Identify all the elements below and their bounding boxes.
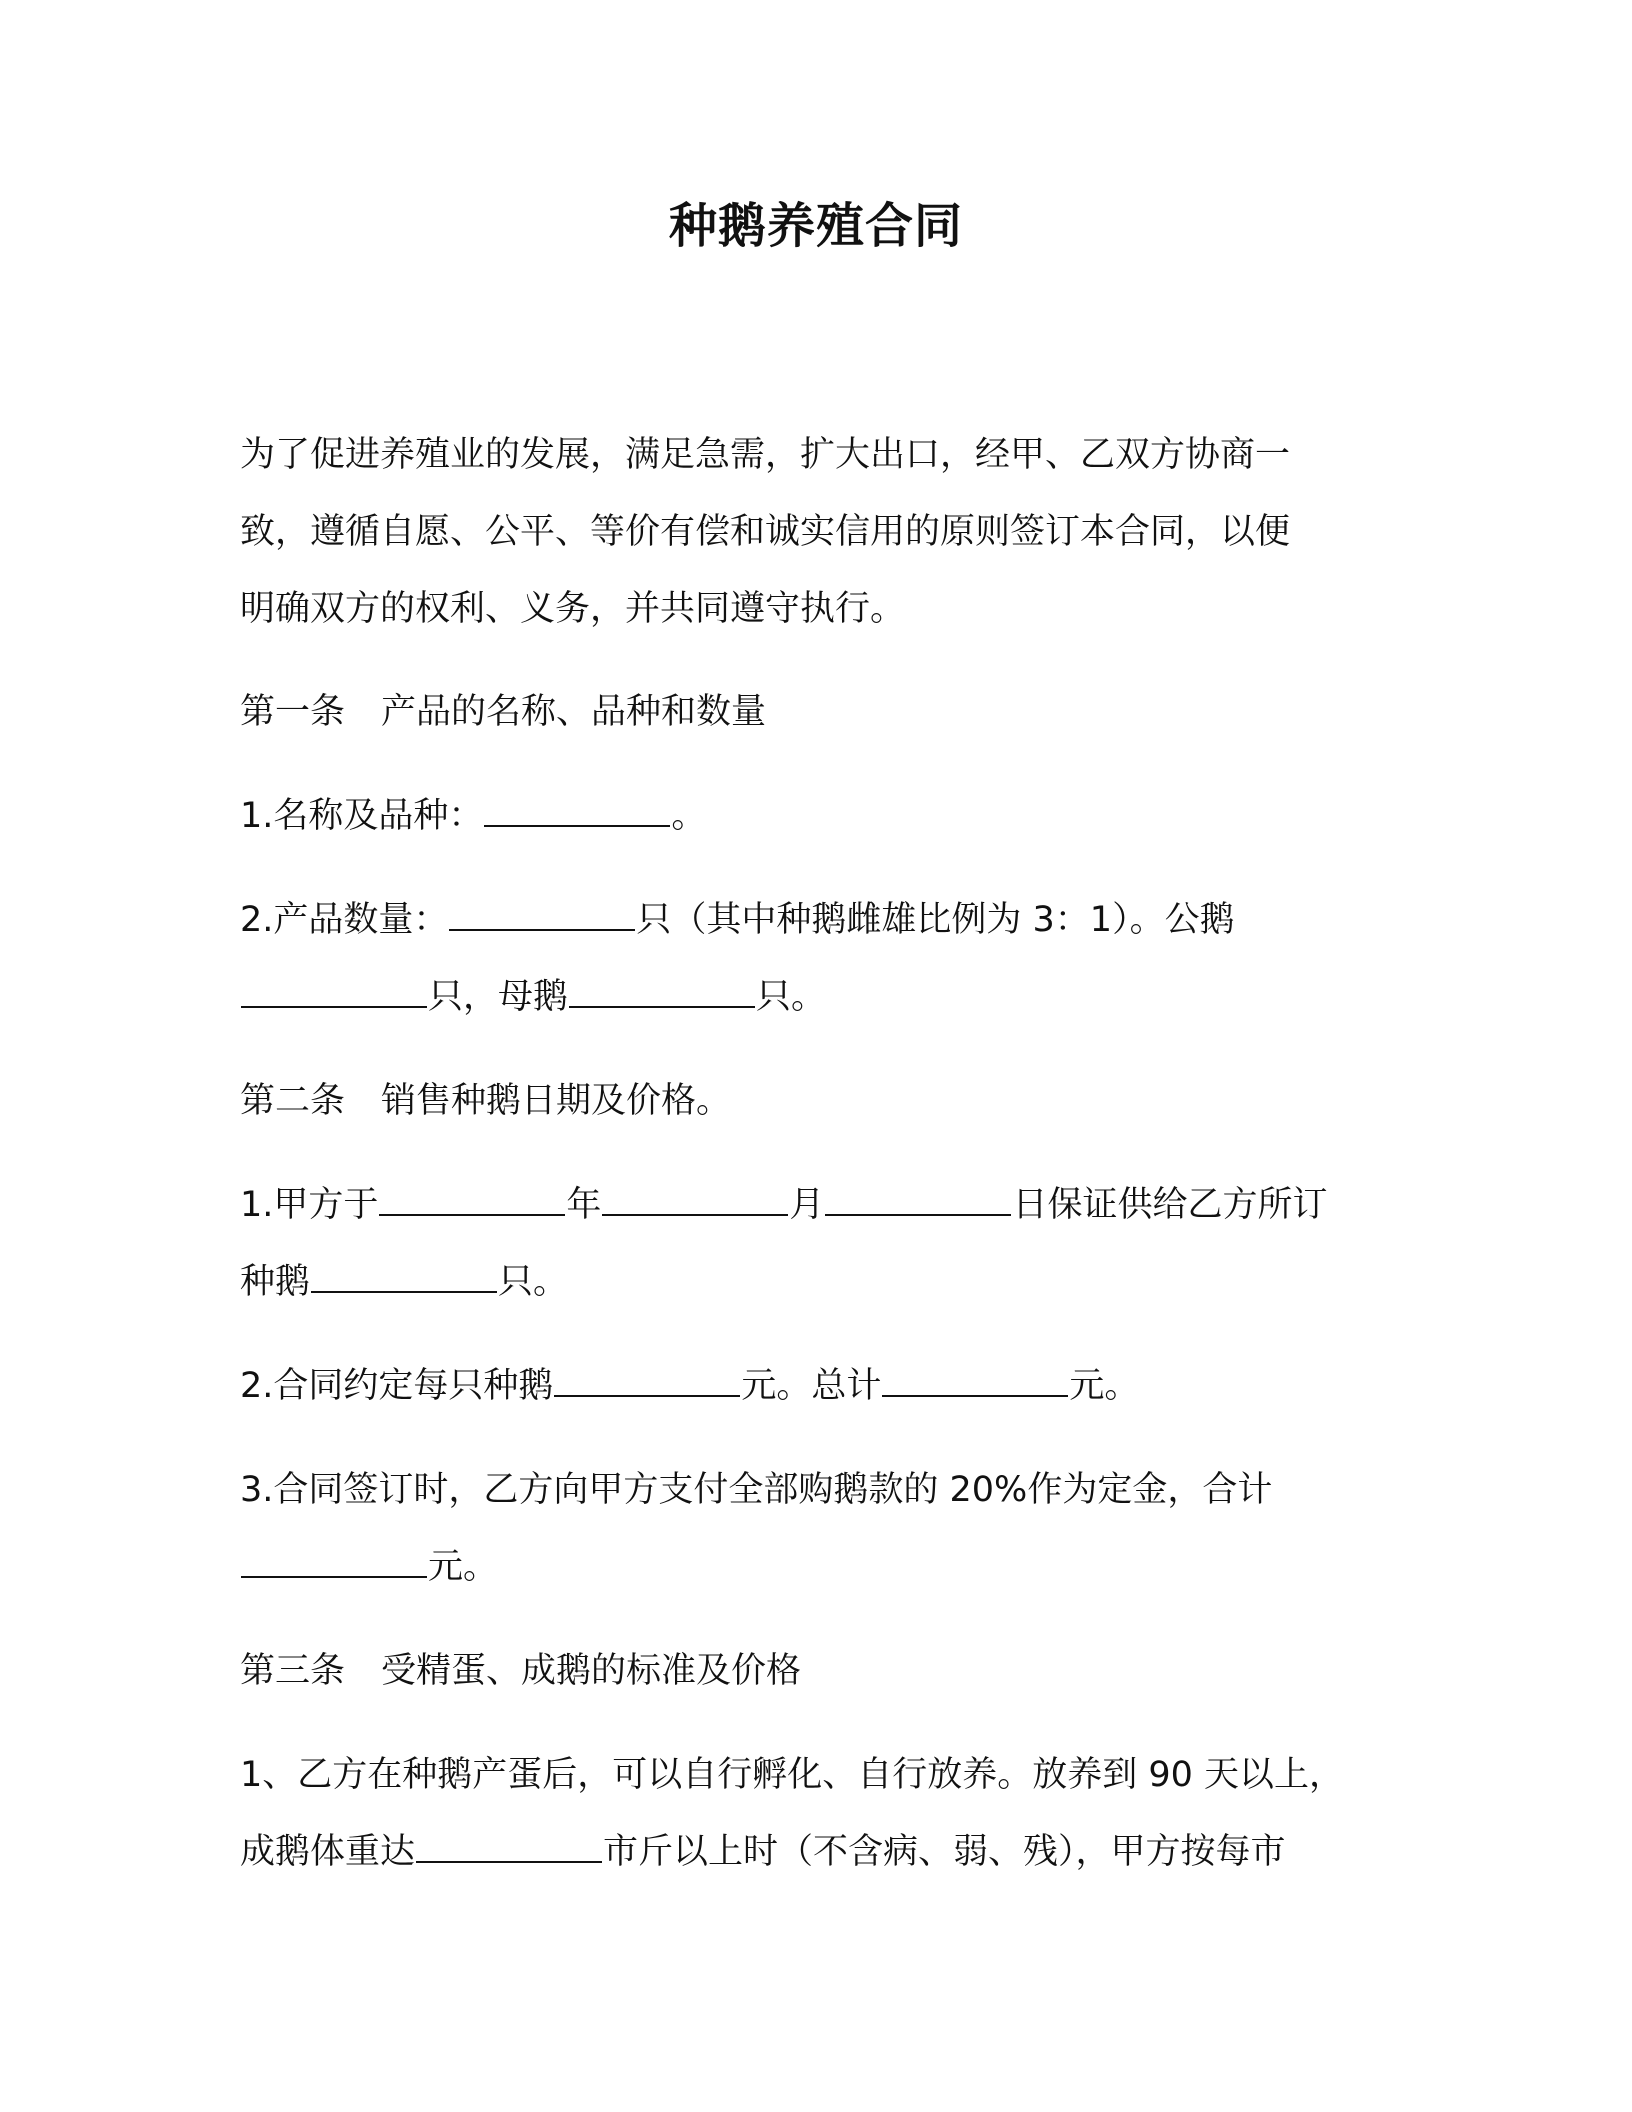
month-label: 月 (789, 1185, 825, 1225)
document-body (240, 417, 1400, 1891)
article-2-item-3-line-2 (240, 1529, 1400, 1606)
article-1-item-2-text: 只（其中种鹅雌雄比例为 3：1）。公鹅 (636, 900, 1235, 940)
male-goose-blank[interactable] (241, 986, 427, 1008)
female-goose-blank[interactable] (569, 986, 755, 1008)
article-3-title: 受精蛋、成鹅的标准及价格 (381, 1651, 802, 1691)
article-1-item-1-end: 。 (671, 796, 707, 836)
supply-month-blank[interactable] (602, 1194, 788, 1216)
article-3-item-1-line-1: 1、乙方在种鹅产蛋后，可以自行孵化、自行放养。放养到 90 天以上， (240, 1755, 1345, 1795)
name-variety-blank[interactable] (484, 805, 670, 827)
article-2-item-1-label: 1.甲方于 (240, 1185, 379, 1225)
article-1-item-1 (240, 778, 1400, 855)
article-2-heading (240, 1063, 1400, 1140)
article-2-item-1-line-2 (240, 1244, 1400, 1321)
weight-label: 成鹅体重达 (240, 1832, 416, 1872)
article-1-item-1-label: 1.名称及品种： (240, 796, 484, 836)
article-3-item-1-line-2 (240, 1814, 1400, 1891)
unit-price-blank[interactable] (554, 1375, 740, 1397)
article-2-item-2-end: 元。 (1069, 1366, 1140, 1406)
year-label: 年 (566, 1185, 602, 1225)
article-2-item-1-end: 只。 (498, 1262, 569, 1302)
article-1-item-2-line-1 (240, 882, 1400, 959)
article-2-title: 销售种鹅日期及价格。 (381, 1081, 732, 1121)
ordered-goose-label: 种鹅 (240, 1262, 311, 1302)
supply-year-blank[interactable] (379, 1194, 565, 1216)
article-1-title: 产品的名称、品种和数量 (381, 692, 767, 732)
quantity-blank[interactable] (449, 909, 635, 931)
article-1-heading (240, 674, 1400, 751)
intro-line-2: 致，遵循自愿、公平、等价有偿和诚实信用的原则签订本合同，以便 (240, 512, 1291, 552)
article-1-item-2-end: 只。 (756, 977, 827, 1017)
total-price-blank[interactable] (882, 1375, 1068, 1397)
document-title: 种鹅养殖合同 (668, 198, 963, 254)
article-2-item-3-line-1: 3.合同签订时，乙方向甲方支付全部购鹅款的 20%作为定金，合计 (240, 1470, 1273, 1510)
ordered-goose-count-blank[interactable] (311, 1271, 497, 1293)
female-goose-label: 只，母鹅 (428, 977, 569, 1017)
weight-condition-text: 市斤以上时（不含病、弱、残），甲方按每市 (603, 1832, 1286, 1872)
intro-line-3: 明确双方的权利、义务，并共同遵守执行。 (240, 589, 906, 629)
total-label: 元。总计 (741, 1366, 882, 1406)
article-1-number: 第一条 (240, 692, 346, 732)
weight-blank[interactable] (416, 1841, 602, 1863)
intro-line-1: 为了促进养殖业的发展，满足急需，扩大出口，经甲、乙双方协商一 (240, 435, 1291, 475)
article-1-item-2-label: 2.产品数量： (240, 900, 449, 940)
article-3-number: 第三条 (240, 1651, 346, 1691)
article-1-item-2-line-2 (240, 959, 1400, 1036)
article-2-number: 第二条 (240, 1081, 346, 1121)
unit-price-label: 2.合同约定每只种鹅 (240, 1366, 554, 1406)
deposit-amount-blank[interactable] (241, 1556, 427, 1578)
supply-day-blank[interactable] (825, 1194, 1011, 1216)
article-3-heading (240, 1633, 1400, 1710)
article-2-item-2 (240, 1348, 1400, 1425)
article-2-item-1-line-1 (240, 1167, 1400, 1244)
article-2-item-3-end: 元。 (428, 1547, 499, 1587)
day-label: 日保证供给乙方所订 (1012, 1185, 1328, 1225)
